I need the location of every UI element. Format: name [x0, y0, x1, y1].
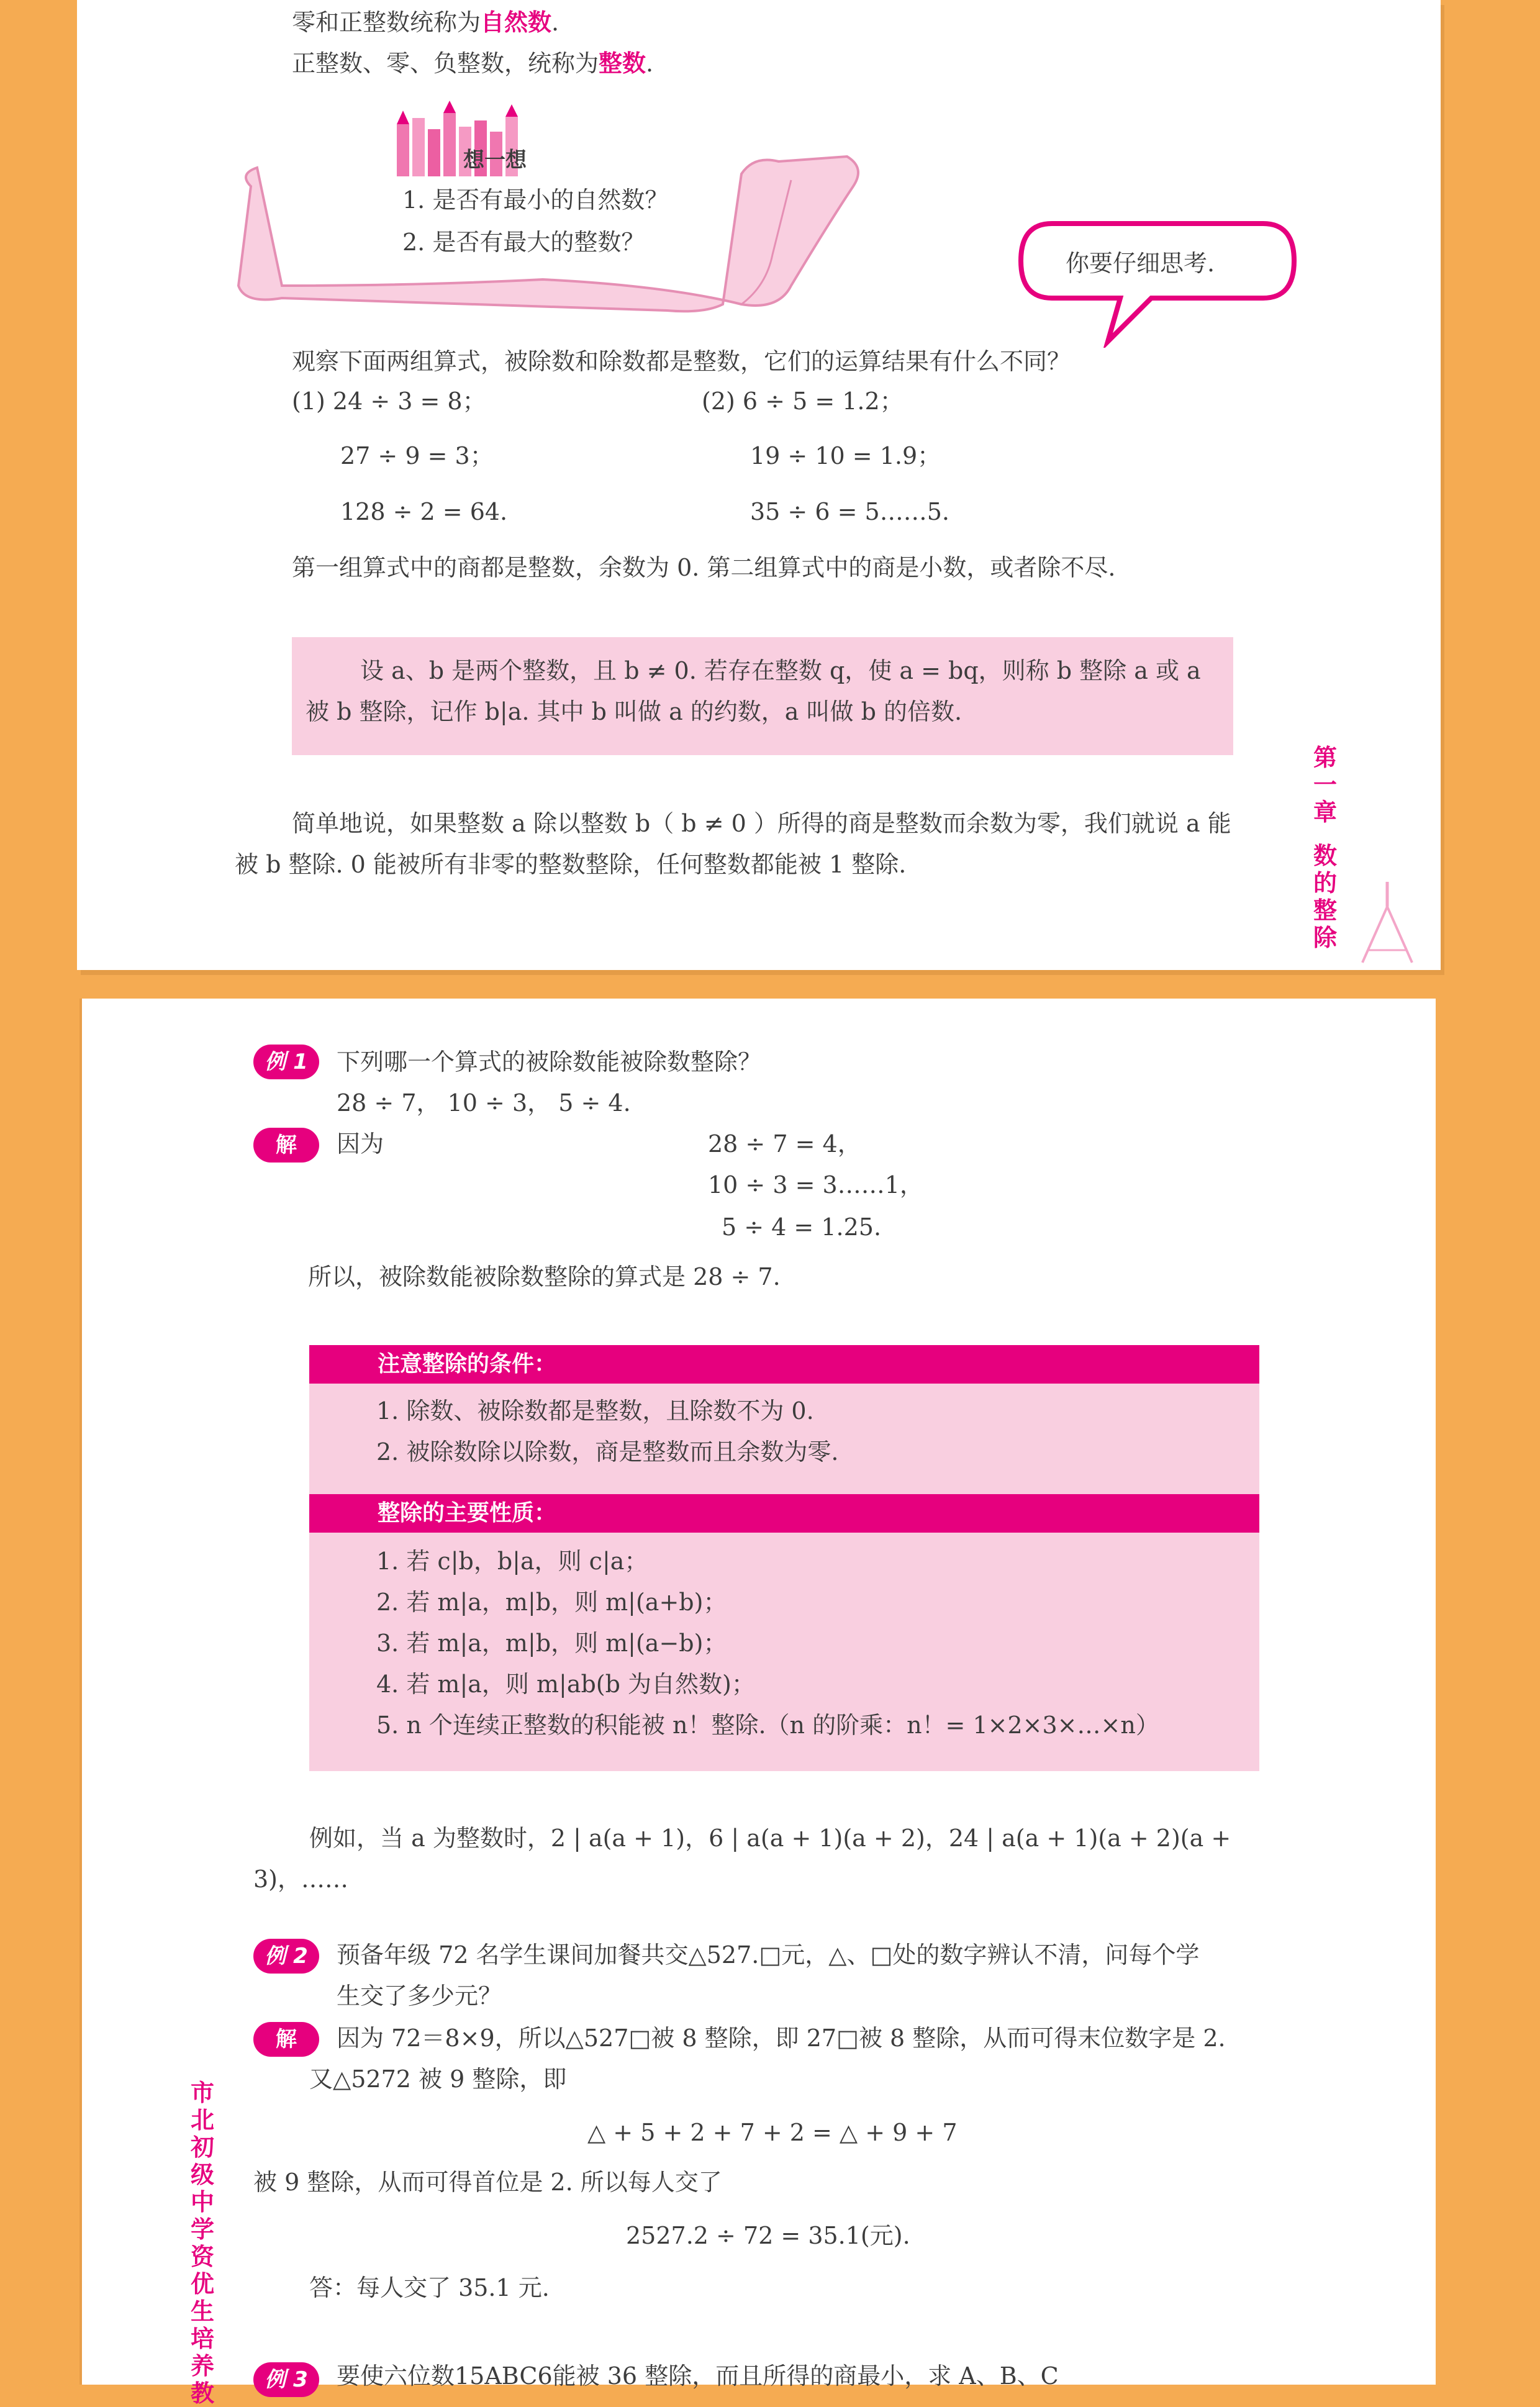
- observe-text: 观察下面两组算式，被除数和除数都是整数，它们的运算结果有什么不同？: [292, 348, 1071, 375]
- compass-icon: [1350, 882, 1424, 969]
- natural-number-text: 零和正整数统称为: [292, 9, 481, 36]
- property-1: 1. 若 c|b，b|a，则 c|a；: [376, 1548, 648, 1575]
- definition-line2: 被 b 整除，记作 b|a. 其中 b 叫做 a 的约数，a 叫做 b 的倍数.: [306, 698, 962, 725]
- speech-bubble: [1015, 217, 1300, 348]
- example-2-question-line2: 生交了多少元？: [337, 1982, 502, 2010]
- property-5: 5. n 个连续正整数的积能被 n！整除.（n 的阶乘：n！= 1×2×3×…×n）: [376, 1711, 1159, 1739]
- think-question-1: 1. 是否有最小的自然数？: [402, 186, 669, 214]
- example-3-badge: 例 3: [253, 2362, 319, 2397]
- side-char: 学: [190, 2216, 214, 2243]
- solution-1-calc-1: 28 ÷ 7 = 4，: [708, 1130, 861, 1158]
- example-line-1: 例如，当 a 为整数时，2 | a(a + 1)，6 | a(a + 1)(a + 2)，24 | a(a + 1)(a + 2)(a +: [309, 1825, 1231, 1852]
- side-char: 数: [1313, 842, 1337, 869]
- compare-text: 第一组算式中的商都是整数，余数为 0. 第二组算式中的商是小数，或者除不尽.: [292, 554, 1116, 581]
- natural-number-period: .: [551, 9, 559, 36]
- side-char: 一: [1313, 771, 1337, 799]
- side-char: 整: [1313, 897, 1337, 924]
- page-lower: [82, 999, 1436, 2407]
- solution-2-line3: 被 9 整除，从而可得首位是 2. 所以每人交了: [253, 2169, 722, 2196]
- side-char: 级: [190, 2161, 214, 2188]
- simple-line1: 简单地说，如果整数 a 除以整数 b（ b ≠ 0 ）所得的商是整数而余数为零，我们就说 a 能: [292, 810, 1231, 837]
- group2-line2: 19 ÷ 10 = 1.9；: [750, 442, 941, 469]
- conditions-header: 注意整除的条件：: [309, 1345, 1259, 1384]
- side-char: 的: [1313, 869, 1337, 897]
- solution-2-answer: 答：每人交了 35.1 元.: [309, 2274, 550, 2301]
- side-char: 第: [1313, 744, 1337, 771]
- solution-2-badge: 解: [253, 2022, 319, 2057]
- side-char: 资: [190, 2243, 214, 2270]
- group2-line1: (2) 6 ÷ 5 = 1.2；: [702, 388, 904, 415]
- example-line-2: 3)，……: [253, 1865, 349, 1893]
- bubble-text: 你要仔细思考.: [1066, 250, 1215, 277]
- side-char: 除: [1313, 924, 1337, 951]
- example-1-badge: 例 1: [253, 1045, 319, 1079]
- integer-text: 正整数、零、负整数，统称为: [292, 50, 599, 77]
- book-side-label: [189, 2079, 216, 2407]
- group1-line3: 128 ÷ 2 = 64.: [340, 498, 508, 525]
- solution-2-equation-2: 2527.2 ÷ 72 = 35.1(元).: [626, 2222, 910, 2249]
- condition-2: 2. 被除数除以除数，商是整数而且余数为零.: [376, 1438, 839, 1466]
- property-4: 4. 若 m|a，则 m|ab(b 为自然数)；: [376, 1670, 755, 1698]
- side-char: 教: [190, 2380, 214, 2407]
- integer-period: .: [646, 50, 654, 77]
- example-1-options: 28 ÷ 7， 10 ÷ 3， 5 ÷ 4.: [337, 1089, 631, 1117]
- page-upper: [77, 0, 1441, 970]
- group1-line2: 27 ÷ 9 = 3；: [340, 442, 494, 469]
- solution-1-calc-3: 5 ÷ 4 = 1.25.: [722, 1213, 882, 1241]
- example-2-badge: 例 2: [253, 1939, 319, 1974]
- property-3: 3. 若 m|a，m|b，则 m|(a−b)；: [376, 1630, 727, 1657]
- side-char: 养: [190, 2352, 214, 2380]
- example-2-question-line1: 预备年级 72 名学生课间加餐共交△527.□元，△、□处的数字辨认不清，问每个学: [337, 1941, 1200, 1969]
- solution-1-conclusion: 所以，被除数能被除数整除的算式是 28 ÷ 7.: [308, 1263, 781, 1290]
- chapter-side-label: [1311, 744, 1339, 951]
- solution-1-badge: 解: [253, 1128, 319, 1163]
- example-3-question-partial: 要使六位数15ABC6能被 36 整除，而且所得的商最小，求 A、B、C: [337, 2362, 1059, 2390]
- example-1-question: 下列哪一个算式的被除数能被除数整除？: [337, 1048, 762, 1076]
- side-char: 培: [190, 2325, 214, 2352]
- group1-line1: (1) 24 ÷ 3 = 8；: [292, 388, 486, 415]
- solution-1-calc-2: 10 ÷ 3 = 3……1，: [708, 1171, 923, 1199]
- think-question-2: 2. 是否有最大的整数？: [402, 229, 645, 256]
- side-char: 初: [190, 2134, 214, 2161]
- solution-2-line1: 因为 72＝8×9，所以△527□被 8 整除，即 27□被 8 整除，从而可得末位数字是 2.: [337, 2024, 1226, 2052]
- side-char: 北: [190, 2106, 214, 2134]
- solution-1-because: 因为: [337, 1130, 384, 1158]
- term-natural-number: 自然数: [481, 9, 552, 36]
- solution-2-equation-1: △ + 5 + 2 + 7 + 2 = △ + 9 + 7: [587, 2119, 958, 2146]
- group2-line3: 35 ÷ 6 = 5……5.: [750, 498, 949, 525]
- property-2: 2. 若 m|a，m|b，则 m|(a+b)；: [376, 1589, 727, 1616]
- side-char: 市: [190, 2079, 214, 2106]
- solution-2-line2: 又△5272 被 9 整除，即: [309, 2065, 567, 2093]
- definition-line1: 设 a、b 是两个整数，且 b ≠ 0. 若存在整数 q，使 a = bq，则称 b 整除 a 或 a: [360, 657, 1201, 684]
- term-integer: 整数: [599, 50, 646, 77]
- side-char: 章: [1313, 799, 1337, 826]
- side-char: 优: [190, 2270, 214, 2298]
- integer-line: [292, 47, 653, 79]
- side-char: 生: [190, 2298, 214, 2325]
- condition-1: 1. 除数、被除数都是整数，且除数不为 0.: [376, 1397, 814, 1425]
- side-char: 中: [190, 2188, 214, 2216]
- think-title: 想一想: [463, 148, 527, 173]
- properties-header: 整除的主要性质：: [309, 1494, 1259, 1533]
- simple-line2: 被 b 整除. 0 能被所有非零的整数整除，任何整数都能被 1 整除.: [235, 851, 907, 878]
- natural-number-line: [292, 6, 559, 39]
